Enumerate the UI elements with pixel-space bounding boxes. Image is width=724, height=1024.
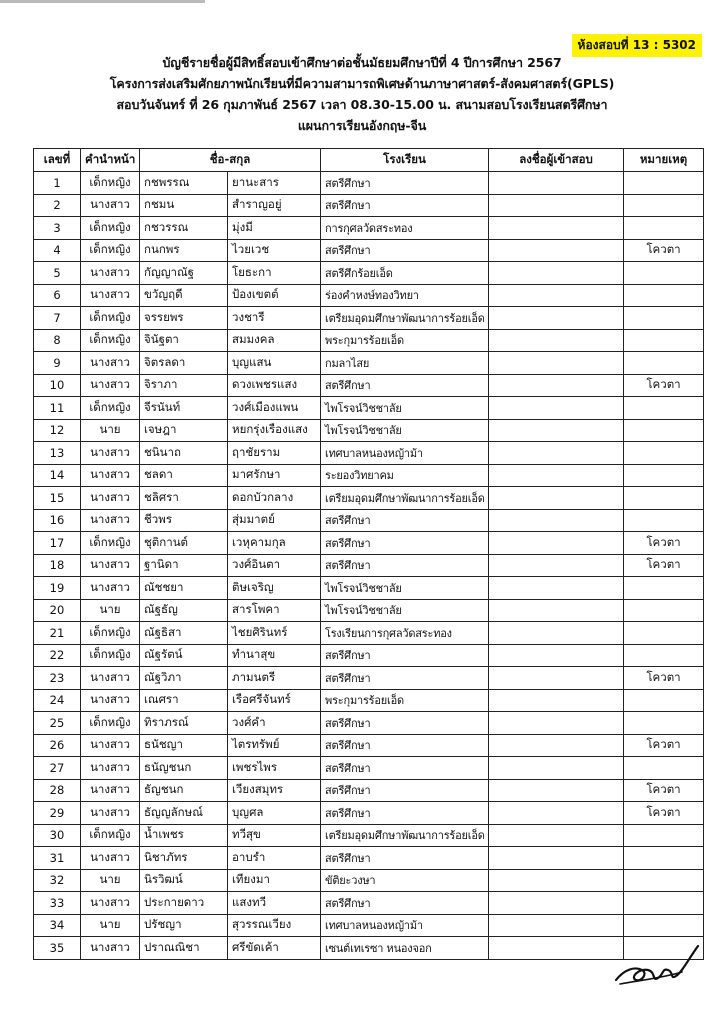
row-first-name: กนกพร xyxy=(140,239,228,262)
row-first-name: กัญญาณัฐ xyxy=(140,262,228,285)
row-title-prefix: นางสาว xyxy=(81,779,140,802)
column-header-school: โรงเรียน xyxy=(321,149,489,172)
table-row xyxy=(34,937,704,960)
row-title-prefix: เด็กหญิง xyxy=(81,397,140,420)
row-note xyxy=(624,824,704,847)
row-school: สตรีศึกษา xyxy=(321,712,489,735)
row-school: ไพโรจน์วิชชาลัย xyxy=(321,599,489,622)
row-last-name: ติษเจริญ xyxy=(228,577,321,600)
table-row xyxy=(34,892,704,915)
row-first-name: จรรยพร xyxy=(140,307,228,330)
table-header-row xyxy=(34,149,704,172)
row-first-name: ธนัชญา xyxy=(140,734,228,757)
row-first-name: ณัฐวิภา xyxy=(140,667,228,690)
row-first-name: จิราภา xyxy=(140,374,228,397)
row-title-prefix: นางสาว xyxy=(81,802,140,825)
row-first-name: ชลิศรา xyxy=(140,487,228,510)
row-title-prefix: นาย xyxy=(81,419,140,442)
row-school: โรงเรียนการกุศลวัดสระทอง xyxy=(321,622,489,645)
row-school: พระกุมารร้อยเอ็ด xyxy=(321,329,489,352)
table-row xyxy=(34,869,704,892)
table-row xyxy=(34,487,704,510)
column-header-title: คำนำหน้า xyxy=(81,149,140,172)
row-school: การกุศลวัดสระทอง xyxy=(321,217,489,240)
row-title-prefix: นางสาว xyxy=(81,464,140,487)
table-row xyxy=(34,667,704,690)
column-header-note: หมายเหตุ xyxy=(624,149,704,172)
table-row xyxy=(34,262,704,285)
row-last-name: เรือศรีจันทร์ xyxy=(228,689,321,712)
row-note: โควตา xyxy=(624,779,704,802)
table-row xyxy=(34,419,704,442)
row-number: 14 xyxy=(34,464,81,487)
row-note xyxy=(624,689,704,712)
row-number: 3 xyxy=(34,217,81,240)
row-signature-cell xyxy=(489,779,624,802)
row-first-name: จินัฐตา xyxy=(140,329,228,352)
table-row xyxy=(34,239,704,262)
row-last-name: บุญแสน xyxy=(228,352,321,375)
row-school: พระกุมารร้อยเอ็ด xyxy=(321,689,489,712)
row-number: 15 xyxy=(34,487,81,510)
row-first-name: ปราณณิชา xyxy=(140,937,228,960)
row-note xyxy=(624,307,704,330)
row-last-name: ดวงเพชรแสง xyxy=(228,374,321,397)
table-body xyxy=(34,172,704,960)
row-first-name: ชีวพร xyxy=(140,509,228,532)
row-title-prefix: เด็กหญิง xyxy=(81,532,140,555)
row-signature-cell xyxy=(489,869,624,892)
row-last-name: ป้องเขตต์ xyxy=(228,284,321,307)
table-row xyxy=(34,284,704,307)
document-header xyxy=(0,52,724,136)
row-title-prefix: นางสาว xyxy=(81,734,140,757)
row-first-name: กชวรรณ xyxy=(140,217,228,240)
row-title-prefix: นางสาว xyxy=(81,352,140,375)
row-note: โควตา xyxy=(624,802,704,825)
table-row xyxy=(34,689,704,712)
row-school: เตรียมอุดมศึกษาพัฒนาการร้อยเอ็ด xyxy=(321,487,489,510)
row-number: 22 xyxy=(34,644,81,667)
row-signature-cell xyxy=(489,712,624,735)
row-note xyxy=(624,914,704,937)
row-number: 34 xyxy=(34,914,81,937)
row-school: สตรีศึกษา xyxy=(321,239,489,262)
row-first-name: ฐานิดา xyxy=(140,554,228,577)
row-note xyxy=(624,599,704,622)
row-number: 21 xyxy=(34,622,81,645)
table-row xyxy=(34,352,704,375)
row-first-name: นิรวิฒน์ xyxy=(140,869,228,892)
table-row xyxy=(34,622,704,645)
row-school: กมลาไสย xyxy=(321,352,489,375)
row-school: ขัติยะวงษา xyxy=(321,869,489,892)
row-last-name: วงศ์เมืองแพน xyxy=(228,397,321,420)
row-last-name: เทียงมา xyxy=(228,869,321,892)
row-number: 12 xyxy=(34,419,81,442)
row-school: สตรีศึกษา xyxy=(321,532,489,555)
row-last-name: ยานะสาร xyxy=(228,172,321,195)
row-number: 23 xyxy=(34,667,81,690)
row-note xyxy=(624,217,704,240)
row-note xyxy=(624,397,704,420)
row-number: 9 xyxy=(34,352,81,375)
row-signature-cell xyxy=(489,194,624,217)
top-edge-rule xyxy=(0,0,205,3)
row-first-name: ณัฐรัตน์ xyxy=(140,644,228,667)
row-number: 18 xyxy=(34,554,81,577)
row-title-prefix: นางสาว xyxy=(81,847,140,870)
row-first-name: ธัญญลักษณ์ xyxy=(140,802,228,825)
row-note xyxy=(624,757,704,780)
table-row xyxy=(34,757,704,780)
row-number: 32 xyxy=(34,869,81,892)
row-number: 20 xyxy=(34,599,81,622)
row-number: 19 xyxy=(34,577,81,600)
row-school: เทศบาลหนองหญ้าม้า xyxy=(321,914,489,937)
row-note xyxy=(624,329,704,352)
row-last-name: ศรีขัดเค้า xyxy=(228,937,321,960)
row-signature-cell xyxy=(489,419,624,442)
row-signature-cell xyxy=(489,307,624,330)
title-line-4: แผนการเรียนอังกฤษ-จีน xyxy=(297,118,427,133)
row-last-name: โยธะกา xyxy=(228,262,321,285)
row-note xyxy=(624,172,704,195)
row-last-name: หยกรุ่งเรืองแสง xyxy=(228,419,321,442)
table-row xyxy=(34,464,704,487)
row-last-name: ทวีสุข xyxy=(228,824,321,847)
table-row xyxy=(34,577,704,600)
row-school: เตรียมอุดมศึกษาพัฒนาการร้อยเอ็ด xyxy=(321,824,489,847)
row-last-name: สุ่มมาตย์ xyxy=(228,509,321,532)
row-last-name: เวียงสมุทร xyxy=(228,779,321,802)
row-first-name: จิตรลดา xyxy=(140,352,228,375)
row-school: ไพโรจน์วิชชาลัย xyxy=(321,419,489,442)
row-last-name: ดอกบัวกลาง xyxy=(228,487,321,510)
row-note xyxy=(624,262,704,285)
row-signature-cell xyxy=(489,802,624,825)
row-first-name: ณัชชยา xyxy=(140,577,228,600)
row-note xyxy=(624,442,704,465)
column-header-number: เลขที่ xyxy=(34,149,81,172)
row-note xyxy=(624,892,704,915)
row-signature-cell xyxy=(489,284,624,307)
row-title-prefix: นางสาว xyxy=(81,892,140,915)
table-row xyxy=(34,442,704,465)
row-signature-cell xyxy=(489,757,624,780)
row-signature-cell xyxy=(489,914,624,937)
row-school: สตรีศึกษา xyxy=(321,509,489,532)
row-last-name: เวหุคามกุล xyxy=(228,532,321,555)
row-title-prefix: นางสาว xyxy=(81,262,140,285)
row-number: 35 xyxy=(34,937,81,960)
row-last-name: วงชารี xyxy=(228,307,321,330)
title-line-3: สอบวันจันทร์ ที่ 26 กุมภาพันธ์ 2567 เวลา 08.30-15.00 น. สนามสอบโรงเรียนสตรีศึกษา xyxy=(116,97,608,112)
table-row xyxy=(34,374,704,397)
row-school: สตรีศึกษา xyxy=(321,374,489,397)
table-row xyxy=(34,734,704,757)
row-first-name: เณศรา xyxy=(140,689,228,712)
table-row xyxy=(34,172,704,195)
row-signature-cell xyxy=(489,667,624,690)
title-line-2: โครงการส่งเสริมศักยภาพนักเรียนที่มีความสามารถพิเศษด้านภาษาศาสตร์-สังคมศาสตร์(GPLS) xyxy=(109,76,615,91)
candidate-table xyxy=(33,148,704,960)
row-signature-cell xyxy=(489,487,624,510)
row-title-prefix: เด็กหญิง xyxy=(81,644,140,667)
row-title-prefix: เด็กหญิง xyxy=(81,824,140,847)
row-number: 6 xyxy=(34,284,81,307)
row-number: 26 xyxy=(34,734,81,757)
row-number: 10 xyxy=(34,374,81,397)
row-note xyxy=(624,419,704,442)
row-title-prefix: นางสาว xyxy=(81,577,140,600)
row-last-name: ไวยเวช xyxy=(228,239,321,262)
row-signature-cell xyxy=(489,217,624,240)
row-number: 4 xyxy=(34,239,81,262)
row-title-prefix: นางสาว xyxy=(81,284,140,307)
table-row xyxy=(34,194,704,217)
table-row xyxy=(34,397,704,420)
row-school: สตรีศึกษา xyxy=(321,644,489,667)
row-title-prefix: นางสาว xyxy=(81,667,140,690)
row-title-prefix: นางสาว xyxy=(81,442,140,465)
row-title-prefix: เด็กหญิง xyxy=(81,622,140,645)
table-row xyxy=(34,847,704,870)
row-last-name: สมมงคล xyxy=(228,329,321,352)
row-note xyxy=(624,622,704,645)
row-last-name: ไชยศิรินทร์ xyxy=(228,622,321,645)
row-first-name: ประกายดาว xyxy=(140,892,228,915)
row-last-name: ภามนตรี xyxy=(228,667,321,690)
row-school: ไพโรจน์วิชชาลัย xyxy=(321,397,489,420)
row-note: โควตา xyxy=(624,532,704,555)
row-number: 29 xyxy=(34,802,81,825)
row-note xyxy=(624,847,704,870)
row-first-name: ธัญชนก xyxy=(140,779,228,802)
row-school: สตรีศึกษา xyxy=(321,892,489,915)
title-line-1: บัญชีรายชื่อผู้มีสิทธิ์สอบเข้าศึกษาต่อชั้นมัธยมศึกษาปีที่ 4 ปีการศึกษา 2567 xyxy=(162,55,562,70)
row-note xyxy=(624,712,704,735)
row-signature-cell xyxy=(489,442,624,465)
row-last-name: สารโพคา xyxy=(228,599,321,622)
table-row xyxy=(34,779,704,802)
row-title-prefix: นางสาว xyxy=(81,554,140,577)
table-row xyxy=(34,554,704,577)
row-title-prefix: นาย xyxy=(81,599,140,622)
row-note xyxy=(624,464,704,487)
row-last-name: อาบรำ xyxy=(228,847,321,870)
row-school: สตรีศึกษา xyxy=(321,172,489,195)
row-signature-cell xyxy=(489,622,624,645)
table-row xyxy=(34,509,704,532)
row-first-name: ธนัญชนก xyxy=(140,757,228,780)
row-signature-cell xyxy=(489,172,624,195)
row-school: สตรีศึกร้อยเอ็ด xyxy=(321,262,489,285)
row-number: 27 xyxy=(34,757,81,780)
row-signature-cell xyxy=(489,374,624,397)
row-last-name: ทำนาสุข xyxy=(228,644,321,667)
row-title-prefix: นาย xyxy=(81,914,140,937)
row-title-prefix: นางสาว xyxy=(81,757,140,780)
row-school: สตรีศึกษา xyxy=(321,554,489,577)
row-school: สตรีศึกษา xyxy=(321,779,489,802)
row-number: 28 xyxy=(34,779,81,802)
table-row xyxy=(34,802,704,825)
row-school: สตรีศึกษา xyxy=(321,802,489,825)
table-row xyxy=(34,532,704,555)
row-signature-cell xyxy=(489,509,624,532)
row-number: 31 xyxy=(34,847,81,870)
row-signature-cell xyxy=(489,239,624,262)
row-signature-cell xyxy=(489,329,624,352)
row-first-name: กชพรรณ xyxy=(140,172,228,195)
exam-room-badge: ห้องสอบที่ 13 : 5302 xyxy=(572,34,702,57)
row-last-name: สุวรรณเวียง xyxy=(228,914,321,937)
table-row xyxy=(34,307,704,330)
row-first-name: ชุติกานต์ xyxy=(140,532,228,555)
row-note xyxy=(624,869,704,892)
row-title-prefix: นางสาว xyxy=(81,689,140,712)
row-first-name: เจษฎา xyxy=(140,419,228,442)
row-note xyxy=(624,352,704,375)
row-last-name: มาศรักษา xyxy=(228,464,321,487)
row-note: โควตา xyxy=(624,667,704,690)
row-title-prefix: เด็กหญิง xyxy=(81,239,140,262)
row-signature-cell xyxy=(489,464,624,487)
row-title-prefix: นางสาว xyxy=(81,194,140,217)
row-school: สตรีศึกษา xyxy=(321,757,489,780)
row-number: 7 xyxy=(34,307,81,330)
table-row xyxy=(34,824,704,847)
row-number: 17 xyxy=(34,532,81,555)
row-number: 8 xyxy=(34,329,81,352)
row-school: สตรีศึกษา xyxy=(321,847,489,870)
row-title-prefix: นางสาว xyxy=(81,487,140,510)
row-last-name: วงศ์อินตา xyxy=(228,554,321,577)
row-school: สตรีศึกษา xyxy=(321,734,489,757)
table-row xyxy=(34,644,704,667)
row-note: โควตา xyxy=(624,554,704,577)
table-row xyxy=(34,599,704,622)
table-row xyxy=(34,329,704,352)
row-title-prefix: นางสาว xyxy=(81,509,140,532)
row-first-name: นิชาภัทร xyxy=(140,847,228,870)
row-note xyxy=(624,644,704,667)
row-first-name: ชนินาถ xyxy=(140,442,228,465)
row-first-name: กชมน xyxy=(140,194,228,217)
row-first-name: จีรนันท์ xyxy=(140,397,228,420)
row-title-prefix: เด็กหญิง xyxy=(81,329,140,352)
row-signature-cell xyxy=(489,892,624,915)
row-last-name: มุ่งมี xyxy=(228,217,321,240)
row-school: สตรีศึกษา xyxy=(321,667,489,690)
row-last-name: ฤาชัยราม xyxy=(228,442,321,465)
row-number: 1 xyxy=(34,172,81,195)
row-last-name: สำราญอยู่ xyxy=(228,194,321,217)
row-first-name: ณัฐธิสา xyxy=(140,622,228,645)
row-school: สตรีศึกษา xyxy=(321,194,489,217)
row-note: โควตา xyxy=(624,239,704,262)
row-number: 30 xyxy=(34,824,81,847)
table-row xyxy=(34,914,704,937)
row-title-prefix: นาย xyxy=(81,869,140,892)
row-number: 13 xyxy=(34,442,81,465)
row-first-name: ณัฐธัญ xyxy=(140,599,228,622)
row-last-name: เพชรไพร xyxy=(228,757,321,780)
row-number: 11 xyxy=(34,397,81,420)
row-first-name: น้ำเพชร xyxy=(140,824,228,847)
row-number: 16 xyxy=(34,509,81,532)
table-row xyxy=(34,712,704,735)
row-note xyxy=(624,577,704,600)
row-title-prefix: นางสาว xyxy=(81,937,140,960)
row-signature-cell xyxy=(489,397,624,420)
row-signature-cell xyxy=(489,937,624,960)
column-header-name: ชื่อ-สกุล xyxy=(140,149,321,172)
row-number: 2 xyxy=(34,194,81,217)
row-title-prefix: นางสาว xyxy=(81,374,140,397)
row-school: ไพโรจน์วิชชาลัย xyxy=(321,577,489,600)
row-first-name: ทิราภรณ์ xyxy=(140,712,228,735)
row-note xyxy=(624,509,704,532)
row-first-name: ปรัชญา xyxy=(140,914,228,937)
row-note: โควตา xyxy=(624,734,704,757)
row-note xyxy=(624,487,704,510)
row-signature-cell xyxy=(489,352,624,375)
row-last-name: ไตรทรัพย์ xyxy=(228,734,321,757)
row-school: เทศบาลหนองหญ้าม้า xyxy=(321,442,489,465)
row-signature-cell xyxy=(489,532,624,555)
row-number: 25 xyxy=(34,712,81,735)
row-signature-cell xyxy=(489,577,624,600)
row-signature-cell xyxy=(489,554,624,577)
row-school: เตรียมอุดมศึกษาพัฒนาการร้อยเอ็ด xyxy=(321,307,489,330)
row-title-prefix: เด็กหญิง xyxy=(81,217,140,240)
row-note: โควตา xyxy=(624,374,704,397)
row-first-name: ขวัญฤดี xyxy=(140,284,228,307)
column-header-signature: ลงชื่อผู้เข้าสอบ xyxy=(489,149,624,172)
row-note xyxy=(624,194,704,217)
row-signature-cell xyxy=(489,734,624,757)
row-number: 33 xyxy=(34,892,81,915)
row-title-prefix: เด็กหญิง xyxy=(81,712,140,735)
row-last-name: แสงทวี xyxy=(228,892,321,915)
row-last-name: วงศ์คำ xyxy=(228,712,321,735)
row-number: 24 xyxy=(34,689,81,712)
row-school: เซนต์เทเรซา หนองจอก xyxy=(321,937,489,960)
handwritten-signature xyxy=(612,940,702,990)
row-school: ระยองวิทยาคม xyxy=(321,464,489,487)
row-signature-cell xyxy=(489,847,624,870)
row-signature-cell xyxy=(489,644,624,667)
row-signature-cell xyxy=(489,689,624,712)
row-title-prefix: เด็กหญิง xyxy=(81,172,140,195)
table-row xyxy=(34,217,704,240)
row-last-name: บุญศล xyxy=(228,802,321,825)
row-number: 5 xyxy=(34,262,81,285)
row-title-prefix: เด็กหญิง xyxy=(81,307,140,330)
row-first-name: ชลดา xyxy=(140,464,228,487)
row-signature-cell xyxy=(489,599,624,622)
row-signature-cell xyxy=(489,262,624,285)
row-school: ร่องคำหงษ์ทองวิทยา xyxy=(321,284,489,307)
row-signature-cell xyxy=(489,824,624,847)
row-note xyxy=(624,284,704,307)
